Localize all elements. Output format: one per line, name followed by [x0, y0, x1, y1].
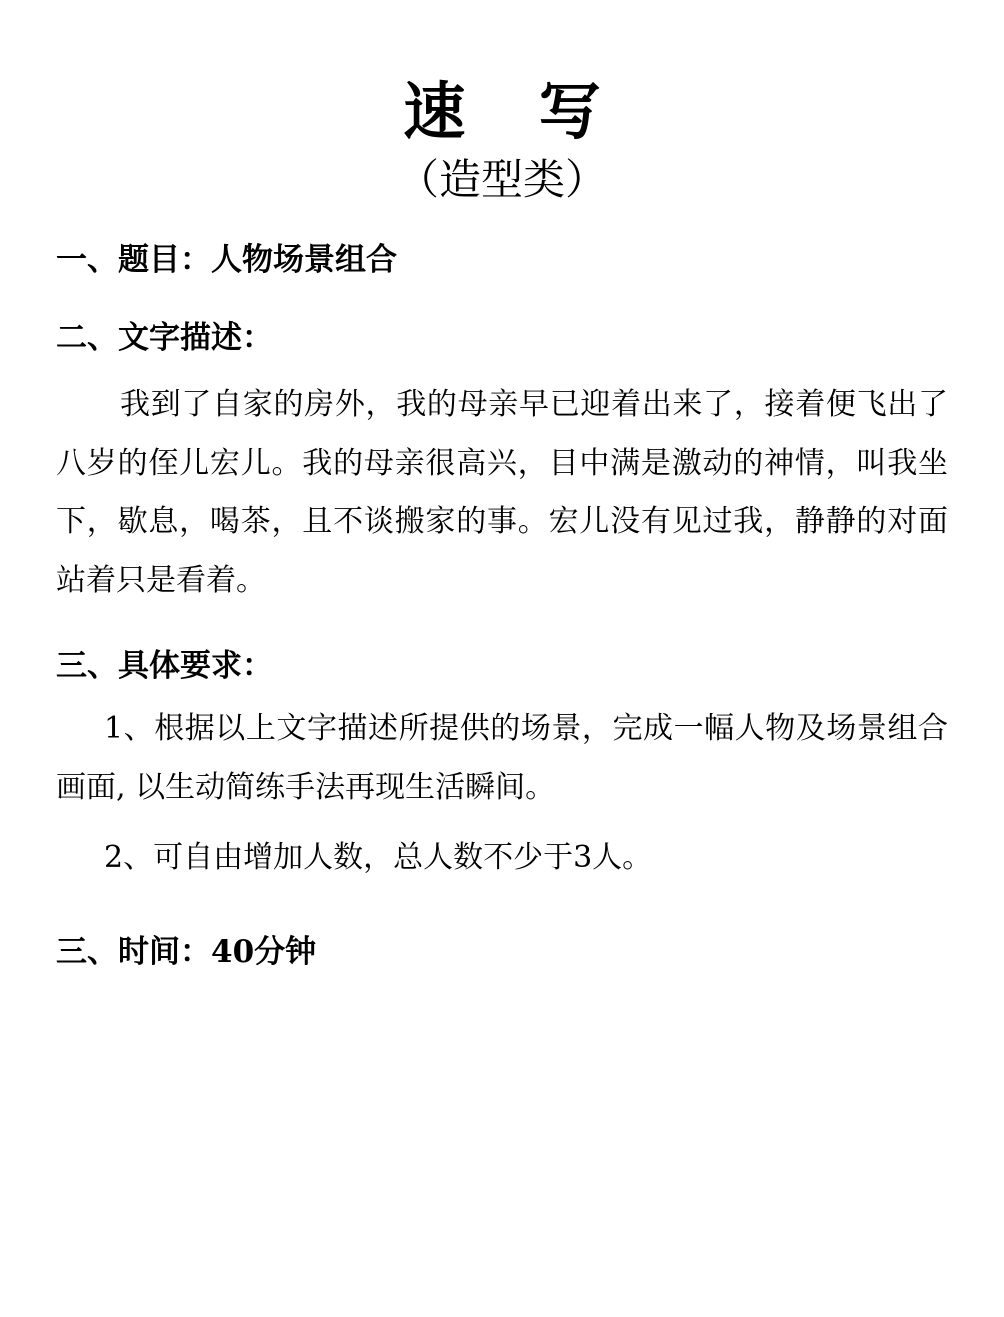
description-paragraph: 我到了自家的房外，我的母亲早已迎着出来了，接着便飞出了八岁的侄儿宏儿。我的母亲很高兴，目中满是激动的神情，叫我坐下，歇息，喝茶，且不谈搬家的事。宏儿没有见过我，静静的对面站着只是看着。: [56, 387, 948, 598]
section-heading-topic: 一、题目：人物场景组合: [56, 242, 397, 279]
document-page: [0, 75, 1004, 1317]
section-heading-requirements: 三、具体要求：: [56, 648, 273, 685]
requirement-item-2: 2、可自由增加人数，总人数不少于3人。: [104, 840, 653, 876]
page-subtitle: （造型类）: [396, 155, 607, 205]
section-heading-time: 三、时间：40分钟: [56, 933, 317, 970]
page-title: 速 写: [403, 75, 627, 148]
spacer: [56, 888, 948, 896]
section-heading-description: 二、文字描述：: [56, 320, 273, 357]
requirement-item-1: 1、根据以上文字描述所提供的场景，完成一幅人物及场景组合画面, 以生动简练手法再现生活瞬间。: [56, 711, 948, 805]
